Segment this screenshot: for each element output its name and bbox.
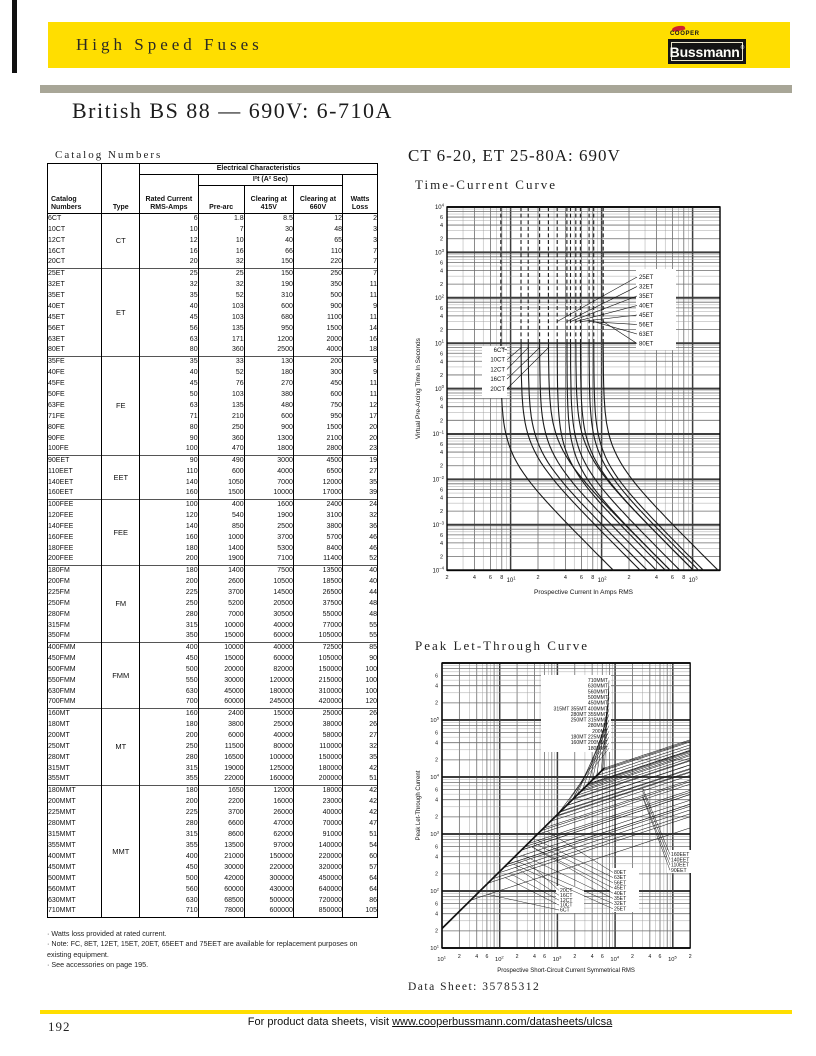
svg-text:2: 2 (445, 575, 449, 582)
svg-text:20CT: 20CT (490, 386, 505, 393)
table-row: 400FMM FMM 400 10000 40000 72500 85 (48, 643, 378, 654)
footer-link-prefix: For product data sheets, visit (247, 1016, 393, 1028)
table-row: 160FEE 160 1000 3700 5700 46 (48, 533, 378, 544)
svg-text:2: 2 (536, 575, 540, 582)
svg-text:Peak Let-Through Current: Peak Let-Through Current (416, 770, 422, 841)
svg-text:6: 6 (439, 305, 443, 312)
svg-text:6: 6 (600, 954, 604, 960)
svg-text:6: 6 (488, 575, 492, 582)
bussmann-wordmark: Bussmann (669, 43, 740, 60)
table-row: 90FE 90 360 1300 2100 20 (48, 434, 378, 445)
svg-text:2: 2 (435, 700, 438, 707)
table-row: 315FM 315 10000 40000 77000 55 (48, 621, 378, 632)
svg-text:Prospective Short-Circuit Curr: Prospective Short-Circuit Current Symmetrical RMS (497, 968, 635, 974)
svg-text:2: 2 (439, 554, 443, 561)
svg-text:32ET: 32ET (639, 284, 654, 291)
svg-text:2: 2 (627, 575, 631, 582)
svg-text:6: 6 (485, 954, 489, 960)
table-row: 16CT 16 16 66 110 7 (48, 247, 378, 258)
svg-text:10CT: 10CT (560, 902, 573, 909)
table-row: 56ET 56 135 950 1500 14 (48, 324, 378, 335)
table-row: 140EET 140 1050 7000 12000 35 (48, 478, 378, 489)
svg-text:90EET: 90EET (671, 867, 687, 874)
table-row: 100FE 100 470 1800 2800 23 (48, 445, 378, 456)
svg-text:710MMT: 710MMT (587, 678, 608, 684)
table-row: 500MMT 500 42000 300000 450000 64 (48, 874, 378, 885)
table-row: 200FM 200 2600 10500 18500 40 (48, 577, 378, 588)
table-row: 250FM 250 5200 20500 37500 48 (48, 599, 378, 610)
svg-text:63ET: 63ET (614, 875, 627, 882)
svg-text:12CT: 12CT (560, 897, 573, 904)
table-row: 630FMM 630 45000 180000 310000 100 (48, 687, 378, 698)
svg-text:25ET: 25ET (639, 275, 654, 281)
product-family-title: High Speed Fuses (76, 35, 263, 54)
svg-text:63ET: 63ET (639, 332, 654, 338)
svg-text:56ET: 56ET (614, 880, 627, 887)
svg-text:2: 2 (439, 463, 443, 470)
footer-rule (40, 1010, 792, 1014)
table-row: 560MMT 560 60000 430000 640000 64 (48, 885, 378, 896)
svg-text:4: 4 (435, 797, 438, 804)
table-row: 20CT 20 32 150 220 7 (48, 258, 378, 269)
svg-text:104: $10^4$ (430, 772, 439, 781)
svg-text:4: 4 (648, 954, 652, 960)
table-row: 700FMM 700 60000 245000 420000 120 (48, 698, 378, 709)
svg-text:103: $10^3$ (552, 954, 562, 963)
svg-text:2: 2 (435, 757, 438, 764)
svg-text:35ET: 35ET (614, 896, 627, 902)
svg-text:315MT 355MT 400MMT: 315MT 355MT 400MMT (553, 706, 608, 713)
svg-text:6: 6 (439, 487, 443, 494)
svg-text:2: 2 (439, 282, 443, 289)
table-row: 200MMT 200 2200 16000 23000 42 (48, 797, 378, 808)
svg-text:2: 2 (573, 954, 577, 960)
table-row: 710MMT 710 78000 600000 850000 105 (48, 907, 378, 918)
table-row: 180FM FM 180 1400 7500 13500 40 (48, 566, 378, 577)
svg-text:500MMT: 500MMT (587, 694, 608, 701)
svg-text:200MT: 200MT (592, 728, 608, 735)
svg-text:4: 4 (563, 575, 567, 582)
table-row: 450MMT 450 30000 220000 320000 57 (48, 863, 378, 874)
table-row: 280MMT 280 6600 47000 70000 47 (48, 819, 378, 830)
svg-text:32ET: 32ET (614, 901, 627, 908)
svg-text:4: 4 (439, 540, 443, 547)
svg-text:280MMT: 280MMT (587, 723, 608, 730)
table-row: 25ET ET 25 25 150 250 7 (48, 269, 378, 280)
svg-text:2: 2 (439, 236, 443, 243)
svg-text:630MMT: 630MMT (587, 683, 608, 690)
table-row: 90EET EET 90 490 3000 4500 19 (48, 456, 378, 467)
svg-text:8: 8 (591, 575, 595, 582)
table-row: 12CT 12 10 40 65 3 (48, 236, 378, 247)
svg-text:6: 6 (439, 215, 443, 222)
svg-text:2: 2 (457, 954, 461, 960)
table-row: 550FMM 550 30000 120000 215000 100 (48, 676, 378, 687)
svg-text:2: 2 (439, 372, 443, 379)
svg-text:10−2: $10^{-2}$ (432, 474, 444, 484)
svg-text:180MMT: 180MMT (587, 745, 608, 752)
svg-text:4: 4 (439, 359, 443, 366)
svg-text:160EET: 160EET (671, 852, 690, 858)
svg-text:80ET: 80ET (639, 341, 654, 348)
table-row: 630MMT 630 68500 500000 720000 86 (48, 896, 378, 907)
bussmann-wordmark-box (668, 39, 746, 64)
svg-text:40ET: 40ET (614, 890, 627, 897)
svg-text:4: 4 (472, 575, 476, 582)
svg-text:280MT 355MMT: 280MT 355MMT (570, 711, 608, 718)
peak-let-through-chart (408, 655, 748, 985)
table-row: 50FE 50 103 380 600 11 (48, 390, 378, 401)
svg-text:80ET: 80ET (614, 870, 627, 876)
table-row: 400MMT 400 21000 150000 220000 60 (48, 852, 378, 863)
svg-text:12CT: 12CT (490, 367, 505, 374)
svg-text:45ET: 45ET (614, 885, 627, 892)
svg-text:6CT: 6CT (493, 348, 505, 354)
table-row: 180FEE 180 1400 5300 8400 46 (48, 544, 378, 555)
table-row: 63ET 63 171 1200 2000 16 (48, 335, 378, 346)
table-row: 45FE 45 76 270 450 11 (48, 379, 378, 390)
bussmann-logo (666, 25, 746, 67)
svg-text:104: $10^4$ (434, 202, 444, 212)
svg-text:6: 6 (435, 787, 438, 794)
table-row: 315MT 315 19000 125000 180000 42 (48, 764, 378, 775)
svg-text:4: 4 (439, 450, 443, 457)
print-edge-mark (12, 0, 17, 73)
svg-text:6: 6 (435, 730, 438, 737)
table-row: 200MT 200 6000 40000 58000 27 (48, 731, 378, 742)
svg-text:16CT: 16CT (490, 377, 505, 384)
registered-mark: ® (740, 44, 745, 51)
svg-text:4: 4 (654, 575, 658, 582)
svg-text:101: $10^1$ (434, 338, 444, 348)
svg-text:2: 2 (439, 418, 443, 425)
svg-text:110EET: 110EET (671, 862, 690, 869)
table-row: 355MT 355 22000 160000 200000 51 (48, 775, 378, 786)
svg-text:103: $10^3$ (434, 247, 444, 257)
table-row: 225FM 225 3700 14500 26500 44 (48, 588, 378, 599)
table-row: 71FE 71 210 600 950 17 (48, 412, 378, 423)
svg-text:8: 8 (500, 575, 504, 582)
svg-text:4: 4 (590, 954, 594, 960)
table-row: 315MMT 315 8600 62000 91000 51 (48, 830, 378, 841)
svg-text:4: 4 (435, 911, 438, 918)
svg-text:4: 4 (439, 223, 443, 230)
time-current-chart-title: Time-Current Curve (415, 177, 558, 192)
svg-text:160MT 200MMT: 160MT 200MMT (570, 740, 608, 747)
cooper-wordmark: COOPER (670, 31, 700, 37)
svg-text:450MMT: 450MMT (587, 700, 608, 707)
svg-text:4: 4 (532, 954, 536, 960)
svg-text:4: 4 (439, 404, 443, 411)
table-row: 355MMT 355 13500 97000 140000 54 (48, 841, 378, 852)
table-row: 280MT 280 16500 100000 150000 35 (48, 753, 378, 764)
svg-text:102: $10^2$ (494, 954, 504, 963)
svg-text:40ET: 40ET (639, 303, 654, 310)
svg-text:2: 2 (439, 509, 443, 516)
page-title: British BS 88 — 690V: 6-710A (72, 98, 393, 123)
svg-text:102: $10^2$ (434, 293, 444, 302)
table-row: 120FEE 120 540 1900 3100 32 (48, 511, 378, 522)
svg-text:Prospective Current In Amps RM: Prospective Current In Amps RMS (534, 589, 633, 597)
svg-text:6: 6 (435, 673, 438, 680)
svg-text:2: 2 (435, 928, 438, 935)
table-row: 35FE FE 35 33 130 200 9 (48, 357, 378, 368)
table-row: 160EET 160 1500 10000 17000 39 (48, 489, 378, 500)
table-row: 40ET 40 103 600 900 9 (48, 302, 378, 313)
svg-text:10CT: 10CT (490, 357, 505, 364)
svg-text:102: $10^2$ (597, 575, 607, 585)
svg-text:10−3: $10^{-3}$ (432, 520, 444, 529)
table-row: 225MMT 225 3700 26000 40000 42 (48, 808, 378, 819)
svg-text:2: 2 (515, 954, 519, 960)
table-row: 80FE 80 250 900 1500 20 (48, 423, 378, 434)
table-row: 40FE 40 52 180 300 9 (48, 368, 378, 379)
svg-text:102: $10^2$ (430, 886, 439, 895)
table-row: 500FMM 500 20000 82000 150000 100 (48, 665, 378, 676)
section-divider (40, 85, 792, 93)
svg-text:56ET: 56ET (639, 322, 654, 329)
svg-text:4: 4 (435, 740, 438, 747)
svg-text:10−1: $10^{-1}$ (432, 429, 444, 439)
table-row: 6CT CT 6 1.8 8.5 12 2 (48, 214, 378, 225)
peak-let-through-chart-title: Peak Let-Through Curve (415, 638, 589, 653)
table-row: 110EET 110 600 4000 6500 27 (48, 467, 378, 478)
table-row: 100FEE FEE 100 400 1600 2400 24 (48, 500, 378, 511)
table-note: · Note: FC, 8ET, 12ET, 15ET, 20ET, 65EET and 75EET are available for replacement purposes on existing equipment. (47, 939, 358, 959)
svg-text:6: 6 (658, 954, 662, 960)
svg-text:45ET: 45ET (639, 313, 654, 319)
svg-text:103: $10^3$ (688, 575, 698, 585)
svg-text:4: 4 (435, 854, 438, 861)
svg-text:25ET: 25ET (614, 906, 627, 913)
table-row: 45ET 45 103 680 1100 11 (48, 313, 378, 324)
svg-text:Virtual Pre-Arcing Time In Sec: Virtual Pre-Arcing Time In Seconds (415, 338, 422, 440)
svg-text:6: 6 (435, 844, 438, 851)
svg-text:10−4: $10^{-4}$ (432, 565, 444, 575)
svg-text:2: 2 (435, 814, 438, 821)
table-note: · Watts loss provided at rated current. (47, 929, 167, 938)
table-row: 350FM 350 15000 60000 105000 55 (48, 632, 378, 643)
svg-text:100: $10^0$ (434, 384, 444, 393)
svg-text:4: 4 (475, 954, 479, 960)
table-note: · See accessories on page 195. (47, 960, 149, 970)
svg-text:6: 6 (579, 575, 583, 582)
table-row: 280FM 280 7000 30500 55000 48 (48, 610, 378, 621)
svg-text:35ET: 35ET (639, 294, 654, 300)
table-notes (47, 929, 381, 971)
svg-text:180MT 225MMT: 180MT 225MMT (570, 734, 608, 741)
svg-text:2: 2 (435, 871, 438, 878)
footer-page-number: 192 (48, 1019, 71, 1034)
svg-text:103: $10^3$ (430, 829, 439, 838)
header-bar (48, 22, 790, 68)
charts-section-title: CT 6-20, ET 25-80A: 690V (408, 146, 621, 165)
svg-text:6: 6 (439, 442, 443, 449)
svg-text:250MT 315MMT: 250MT 315MMT (570, 717, 608, 724)
svg-text:2: 2 (688, 954, 692, 960)
svg-text:101: $10^1$ (430, 943, 439, 952)
svg-text:6: 6 (439, 396, 443, 403)
svg-text:140EET: 140EET (671, 857, 690, 864)
svg-text:6: 6 (439, 351, 443, 358)
svg-text:6: 6 (439, 260, 443, 267)
svg-text:105: $10^5$ (668, 954, 677, 963)
table-row: 250MT 250 11500 80000 110000 32 (48, 742, 378, 753)
catalog-table-title: Catalog Numbers (55, 149, 163, 161)
table-row: 200FEE 200 1900 7100 11400 52 (48, 555, 378, 566)
table-row: 450FMM 450 15000 60000 105000 90 (48, 654, 378, 665)
table-row: 63FE 63 135 480 750 12 (48, 401, 378, 412)
svg-text:104: $10^4$ (610, 954, 620, 963)
time-current-chart (408, 200, 748, 620)
table-row: 180MMT MMT 180 1650 12000 18000 42 (48, 786, 378, 797)
table-row: 35ET 35 52 310 500 11 (48, 291, 378, 302)
table-row: 140FEE 140 850 2500 3800 36 (48, 522, 378, 533)
svg-text:4: 4 (439, 268, 443, 275)
footer-link-line (120, 1016, 740, 1028)
table-row: 160MT MT 160 2400 15000 25000 26 (48, 709, 378, 720)
svg-text:4: 4 (435, 683, 438, 690)
table-row: 180MT 180 3800 25000 38000 26 (48, 720, 378, 731)
svg-text:2: 2 (631, 954, 634, 960)
svg-text:4: 4 (439, 313, 443, 320)
svg-text:6CT: 6CT (560, 907, 570, 914)
svg-text:16CT: 16CT (560, 892, 573, 899)
svg-text:560MMT: 560MMT (587, 689, 608, 696)
svg-text:20CT: 20CT (560, 888, 573, 894)
svg-text:6: 6 (670, 575, 674, 582)
svg-text:2: 2 (439, 327, 443, 334)
footer-link[interactable]: www.cooperbussmann.com/datasheets/ulcsa (392, 1016, 613, 1028)
svg-text:101: $10^1$ (437, 954, 446, 963)
svg-text:6: 6 (439, 532, 443, 539)
svg-text:6: 6 (543, 954, 547, 960)
catalog-table: Catalog Numbers Type Electrical Characteristics Rated Current RMS-Amps I²t (A² Sec) Watts Loss Pre-arc Clearing at 415V Clearing at 660V 6CT CT 6 1.8 8.5 12 2 10CT 10 7 30 48 3 12CT 12 10 40 65 3 16CT 16 16 66 110 7 20CT 20 32 150 220 7 25ET ET 25 25 150 250 7 32ET 32 32 190 350 11 35ET 35 52 310 500 11 40ET 40 103 600 900 9 45ET 45 103 680 1100 11 56ET 56 135 950 1500 14 63ET 63 171 1200 2000 16 80ET 80 360 2500 4000 18 35FE FE 35 33 130 200 9 40FE 40 52 180 300 9 45FE 45 76 270 450 11 50FE 50 103 380 600 11 63FE 63 135 480 750 12 71FE 71 210 600 950 17 80FE 80 250 900 1500 20 90FE 90 360 1300 2100 20 100FE 100 470 1800 2800 23 90EET EET 90 490 3000 4500 19 110EET 110 600 4000 6500 27 140EET 140 1050 7000 12000 35 160EET 160 1500 10000 17000 39 100FEE FEE 100 400 1600 2400 24 120FEE 120 540 1900 3100 32 140FEE 140 850 2500 3800 36 160FEE 160 1000 3700 5700 46 180FEE 180 1400 5300 8400 46 200FEE 200 1900 7100 11400 52 180FM FM 180 1400 7500 13500 40 200FM 200 2600 10500 18500 40 225FM 225 3700 14500 26500 44 250FM 250 5200 20500 37500 48 280FM 280 7000 30500 55000 48 315FM 315 10000 40000 77000 55 350FM 350 15000 60000 105000 55 400FMM FMM 400 10000 40000 72500 85 450FMM 450 15000 60000 105000 90 500FMM 500 20000 82000 150000 100 550FMM 550 30000 120000 215000 100 630FMM 630 45000 180000 310000 100 700FMM 700 60000 245000 420000 120 160MT MT 160 2400 15000 25000 26 180MT 180 3800 25000 38000 26 200MT 200 6000 40000 58000 27 250MT 250 11500 80000 110000 32 280MT 280 16500 100000 150000 35 315MT 315 19000 125000 180000 42 355MT 355 22000 160000 200000 51 180MMT MMT 180 1650 12000 18000 42 200MMT 200 2200 16000 23000 42 225MMT 225 3700 26000 40000 42 280MMT 280 6600 47000 70000 47 315MMT 315 8600 62000 91000 51 355MMT 355 13500 97000 140000 54 400MMT 400 21000 150000 220000 60 450MMT 450 30000 220000 320000 57 500MMT 500 42000 300000 450000 64 560MMT 560 60000 430000 640000 64 630MMT 630 68500 500000 720000 86 710MMT 710 78000 600000 850000 105 (47, 163, 378, 918)
svg-text:101: $10^1$ (506, 575, 516, 585)
table-row: 80ET 80 360 2500 4000 18 (48, 346, 378, 357)
svg-text:105: $10^5$ (430, 715, 439, 724)
table-row: 10CT 10 7 30 48 3 (48, 225, 378, 236)
svg-text:8: 8 (682, 575, 686, 582)
table-row: 32ET 32 32 190 350 11 (48, 280, 378, 291)
svg-text:6: 6 (435, 901, 438, 908)
datasheet-number: Data Sheet: 35785312 (408, 981, 541, 993)
svg-text:4: 4 (439, 495, 443, 502)
